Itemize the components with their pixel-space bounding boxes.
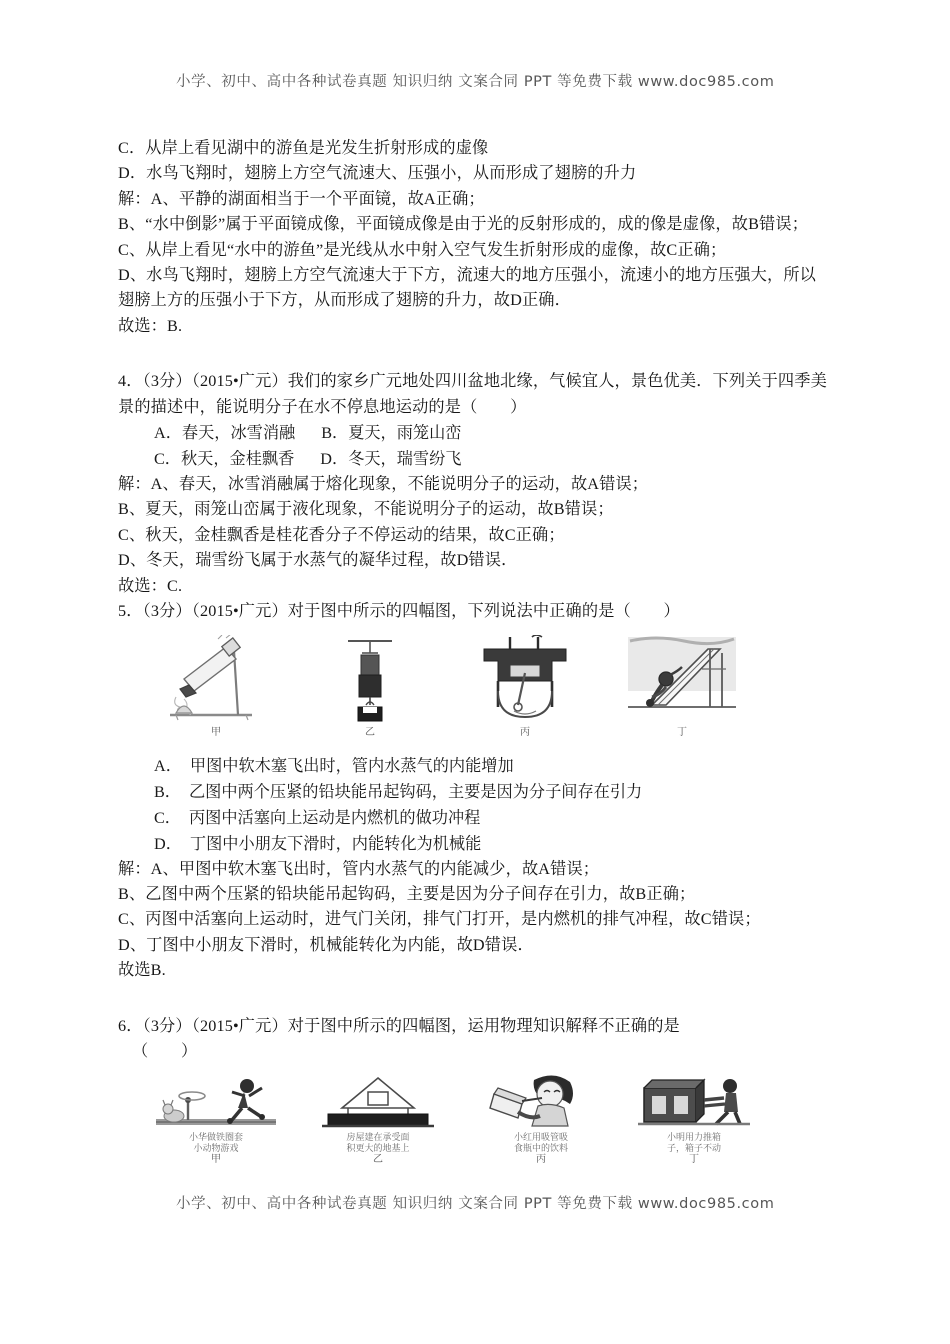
q3-solution-line-1: B、“水中倒影”属于平面镜成像，平面镜成像是由于光的反射形成的，成的像是虚像，故B错误； (118, 215, 809, 234)
q4-solution-line-2: C、秋天，金桂飘香是桂花香分子不停运动的结果，故C正确； (118, 525, 565, 544)
figure-label-jia: 甲 (211, 1154, 221, 1166)
boy-pushing-box-icon (636, 1074, 752, 1132)
q4-solution-line-3: D、冬天，瑞雪纷飞属于水蒸气的凝华过程，故D错误． (118, 551, 518, 570)
figure-caption-ding-line2: 子，箱子不动 (666, 1144, 721, 1155)
spacer (118, 339, 832, 369)
q5-option-d (118, 831, 832, 857)
girl-drinking-straw-icon (482, 1074, 600, 1132)
q3-solution-line-3: D、水鸟飞翔时，翅膀上方空气流速大于下方，流速大的地方压强小，流速小的地方压强大，所以翅膀上方的压强小于下方，从而形成了翅膀的升力，故D正确． (118, 266, 817, 310)
test-tube-cork-icon (156, 635, 276, 727)
figure-lead-blocks-weight (330, 635, 410, 738)
q5-option-b (118, 779, 832, 805)
figure-label-ding: 丁 (689, 1154, 699, 1166)
figure-caption-jia-line1: 小华做铁圈套 (188, 1133, 243, 1144)
figure-caption-yi-line2: 积更大的地基上 (346, 1144, 410, 1155)
q4-option-c-label: C． (154, 450, 181, 469)
spacer (118, 984, 832, 1014)
q4-option-a-label: A． (154, 424, 182, 443)
watermark-footer: 小学、初中、高中各种试卷真题 知识归纳 文案合同 PPT 等免费下载 www.doc985.com (176, 1196, 775, 1212)
q5-option-b-text: 乙图中两个压紧的铅块能吊起钩码，主要是因为分子间存在引力 (188, 782, 643, 801)
q3-answer: 故选：B. (118, 316, 183, 335)
q4-answer: 故选：C. (118, 576, 183, 595)
q4-option-d-label: D． (320, 450, 349, 469)
q4-option-b-label: B． (321, 424, 349, 443)
q4-option-b-text: 夏天，雨笼山峦 (348, 424, 462, 443)
q3-solution-line-2: C、从岸上看见“水中的游鱼”是光线从水中射入空气发生折射形成的虚像，故C正确； (118, 240, 727, 259)
q3-option-d: D．水鸟飞翔时，翅膀上方空气流速大、压强小，从而形成了翅膀的升力 (118, 164, 637, 183)
q4-solution-line-0: 解：A、春天，冰雪消融属于熔化现象，不能说明分子的运动，故A错误； (118, 475, 649, 494)
q5-figure-group (140, 635, 830, 743)
child-on-slide-icon (622, 635, 742, 727)
q5-solution-line-1: B、乙图中两个压紧的铅块能吊起钩码，主要是因为分子间存在引力，故B正确； (118, 884, 696, 903)
q5-solution-line-3: D、丁图中小朋友下滑时，机械能转化为内能，故D错误． (118, 935, 534, 954)
q4-option-d-text: 冬天，瑞雪纷飞 (348, 450, 462, 469)
figure-internal-combustion-engine (470, 635, 580, 738)
spacer (118, 743, 832, 753)
q5-option-c-label: C． (154, 808, 181, 827)
figure-label-yi: 乙 (373, 1154, 383, 1166)
spacer (118, 1064, 832, 1074)
figure-caption-yi-line1: 房屋建在承受面 (346, 1133, 410, 1144)
figure-hoop-ring-game (152, 1074, 280, 1165)
q6-stem-line-1: 6．（3分）（2015•广元）对于图中所示的四幅图，运用物理知识解释不正确的是 (118, 1016, 680, 1035)
q5-option-c-text: 丙图中活塞向上运动是内燃机的做功冲程 (188, 808, 481, 827)
q4-option-a-text: 春天，冰雪消融 (181, 424, 296, 443)
figure-label-bing: 丙 (536, 1154, 546, 1166)
figure-label-ding: 丁 (677, 726, 687, 738)
figure-boy-pushing-box (636, 1074, 752, 1165)
internal-combustion-engine-icon (470, 635, 580, 727)
q4-option-c-text: 秋天，金桂飘香 (180, 450, 295, 469)
q5-option-a-text: 甲图中软木塞飞出时，管内水蒸气的内能增加 (189, 756, 514, 775)
q4-solution-line-1: B、夏天，雨笼山峦属于液化现象，不能说明分子的运动，故B错误； (118, 500, 614, 519)
q6-stem-line-2: （ ） (132, 1041, 198, 1060)
watermark-header: 小学、初中、高中各种试卷真题 知识归纳 文案合同 PPT 等免费下载 www.doc985.com (176, 74, 775, 90)
q3-option-c: C．从岸上看见湖中的游鱼是光发生折射形成的虚像 (118, 139, 489, 157)
q6-figure-group (152, 1074, 842, 1186)
house-foundation-icon (318, 1074, 438, 1132)
q5-option-d-label: D． (154, 834, 182, 853)
q5-solution-line-0: 解：A、甲图中软木塞飞出时，管内水蒸气的内能减少，故A错误； (118, 859, 600, 878)
q4-options-row-2 (118, 446, 832, 472)
q5-stem: 5．（3分）（2015•广元）对于图中所示的四幅图，下列说法中正确的是（ ） (118, 602, 680, 621)
figure-house-foundation (318, 1074, 438, 1165)
hoop-ring-game-icon (152, 1074, 280, 1132)
q5-option-a (118, 753, 832, 779)
q5-option-b-label: B． (154, 782, 181, 801)
figure-caption-bing-line2: 食瓶中的饮料 (513, 1144, 568, 1155)
lead-blocks-weight-icon (330, 635, 410, 727)
spacer (118, 625, 832, 635)
figure-label-jia: 甲 (211, 726, 221, 738)
figure-test-tube-cork (156, 635, 276, 738)
q4-stem: 4．（3分）（2015•广元）我们的家乡广元地处四川盆地北缘，气候宜人，景色优美．下列关于四季美景的描述中，能说明分子在水不停息地运动的是（ ） (118, 372, 827, 416)
figure-child-on-slide (622, 635, 742, 738)
figure-caption-jia-line2: 小动物游戏 (193, 1144, 239, 1155)
q4-options-row-1 (118, 420, 832, 446)
figure-label-bing: 丙 (520, 726, 530, 738)
q5-option-a-label: A． (154, 756, 182, 775)
q5-option-c (118, 805, 832, 831)
q5-option-d-text: 丁图中小朋友下滑时，内能转化为机械能 (189, 834, 482, 853)
figure-label-yi: 乙 (365, 726, 375, 738)
figure-caption-bing-line1: 小红用吸管吸 (513, 1133, 568, 1144)
q3-solution-line-0: 解：A、平静的湖面相当于一个平面镜，故A正确； (118, 189, 485, 208)
q5-answer: 故选B. (118, 961, 166, 980)
q5-solution-line-2: C、丙图中活塞向上运动时，进气门关闭，排气门打开，是内燃机的排气冲程，故C错误； (118, 910, 761, 929)
document-content (118, 136, 832, 1186)
figure-caption-ding-line1: 小明用力推箱 (666, 1133, 721, 1144)
figure-girl-drinking-straw (482, 1074, 600, 1165)
